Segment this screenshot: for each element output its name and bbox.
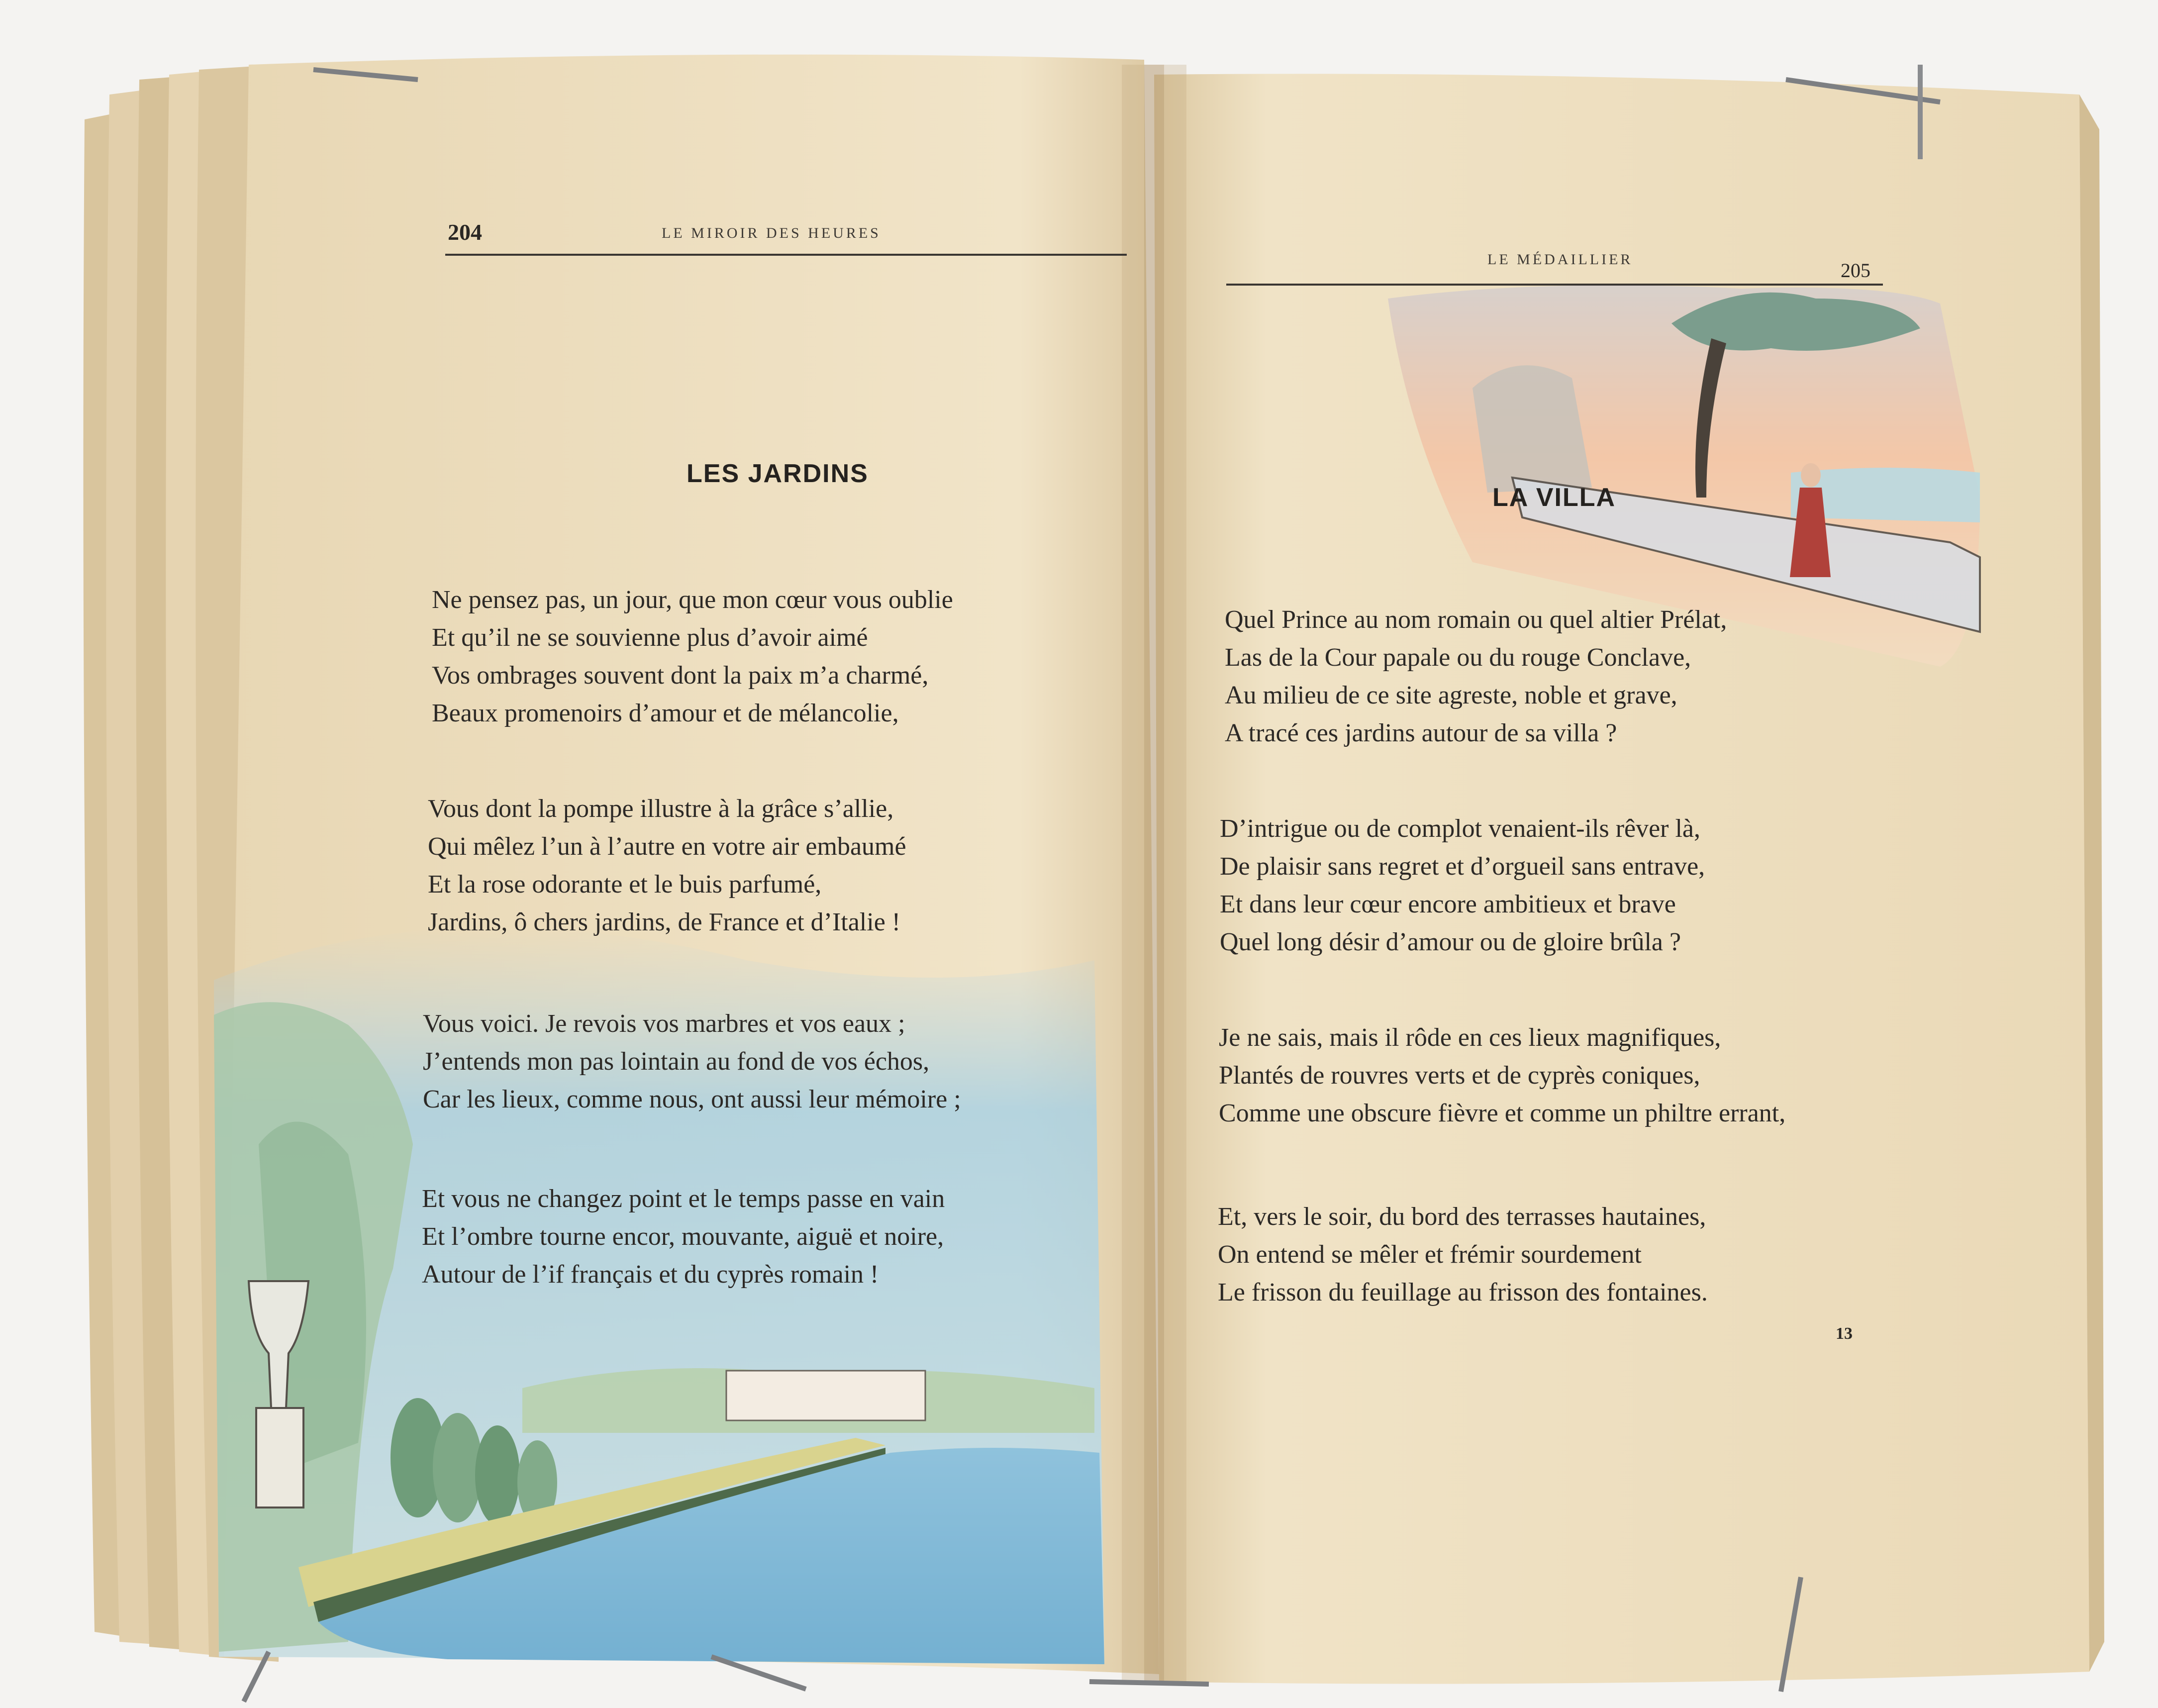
poem-title-left: LES JARDINS [687, 459, 869, 488]
verse-line: Vos ombrages souvent dont la paix m’a charmé, [432, 661, 929, 690]
verse-line: Quel Prince au nom romain ou quel altier Prélat, [1225, 605, 1727, 634]
verse-line: Beaux promenoirs d’amour et de mélancolie, [432, 699, 899, 727]
page-number-left: 204 [448, 219, 482, 245]
verse-line: De plaisir sans regret et d’orgueil sans entrave, [1220, 852, 1705, 881]
verse-line: Vous dont la pompe illustre à la grâce s’allie, [428, 795, 894, 823]
stanza-right-1 [1225, 601, 1727, 752]
verse-line: Autour de l’if français et du cyprès romain ! [422, 1260, 879, 1289]
verse-line: Jardins, ô chers jardins, de France et d’Italie ! [428, 908, 901, 936]
verse-line: Et qu’il ne se souvienne plus d’avoir aimé [432, 623, 868, 652]
verse-line: Vous voici. Je revois vos marbres et vos eaux ; [423, 1009, 905, 1038]
stanza-right-4 [1218, 1198, 1708, 1311]
verse-line: J’entends mon pas lointain au fond de vos échos, [423, 1047, 930, 1076]
verse-line: Et, vers le soir, du bord des terrasses hautaines, [1218, 1203, 1706, 1231]
verse-line: Et vous ne changez point et le temps passe en vain [422, 1185, 945, 1213]
verse-line: Car les lieux, comme nous, ont aussi leur mémoire ; [423, 1085, 961, 1113]
verse-line: Au milieu de ce site agreste, noble et grave, [1225, 681, 1677, 709]
verse-line: Et la rose odorante et le buis parfumé, [428, 870, 822, 899]
verse-line: D’intrigue ou de complot venaient-ils rêver là, [1220, 814, 1701, 843]
verse-line: Et dans leur cœur encore ambitieux et brave [1220, 890, 1676, 918]
verse-line: Je ne sais, mais il rôde en ces lieux magnifiques, [1219, 1023, 1721, 1052]
verse-line: Quel long désir d’amour ou de gloire brûla ? [1220, 928, 1681, 956]
poem-title-right: LA VILLA [1492, 483, 1616, 512]
verse-line: Qui mêlez l’un à l’autre en votre air embaumé [428, 832, 906, 861]
verse-line: Le frisson du feuillage au frisson des fontaines. [1218, 1278, 1708, 1306]
verse-line: Las de la Cour papale ou du rouge Conclave, [1225, 643, 1691, 672]
stanza-right-3 [1219, 1019, 1785, 1132]
verse-line: A tracé ces jardins autour de sa villa ? [1225, 719, 1617, 747]
running-head-left: LE MIROIR DES HEURES [662, 225, 881, 241]
verse-line: On entend se mêler et frémir sourdement [1218, 1240, 1642, 1269]
stanza-right-2 [1220, 810, 1705, 961]
running-head-right: LE MÉDAILLIER [1487, 251, 1633, 268]
verse-line: Et l’ombre tourne encor, mouvante, aiguë et noire, [422, 1222, 944, 1251]
verse-line: Plantés de rouvres verts et de cyprès coniques, [1219, 1061, 1700, 1090]
page-number-right: 205 [1841, 259, 1870, 282]
header-rule-right [1226, 284, 1883, 286]
verse-line: Ne pensez pas, un jour, que mon cœur vous oublie [432, 586, 953, 614]
signature-mark: 13 [1836, 1324, 1853, 1343]
verse-line: Comme une obscure fièvre et comme un philtre errant, [1219, 1099, 1786, 1127]
